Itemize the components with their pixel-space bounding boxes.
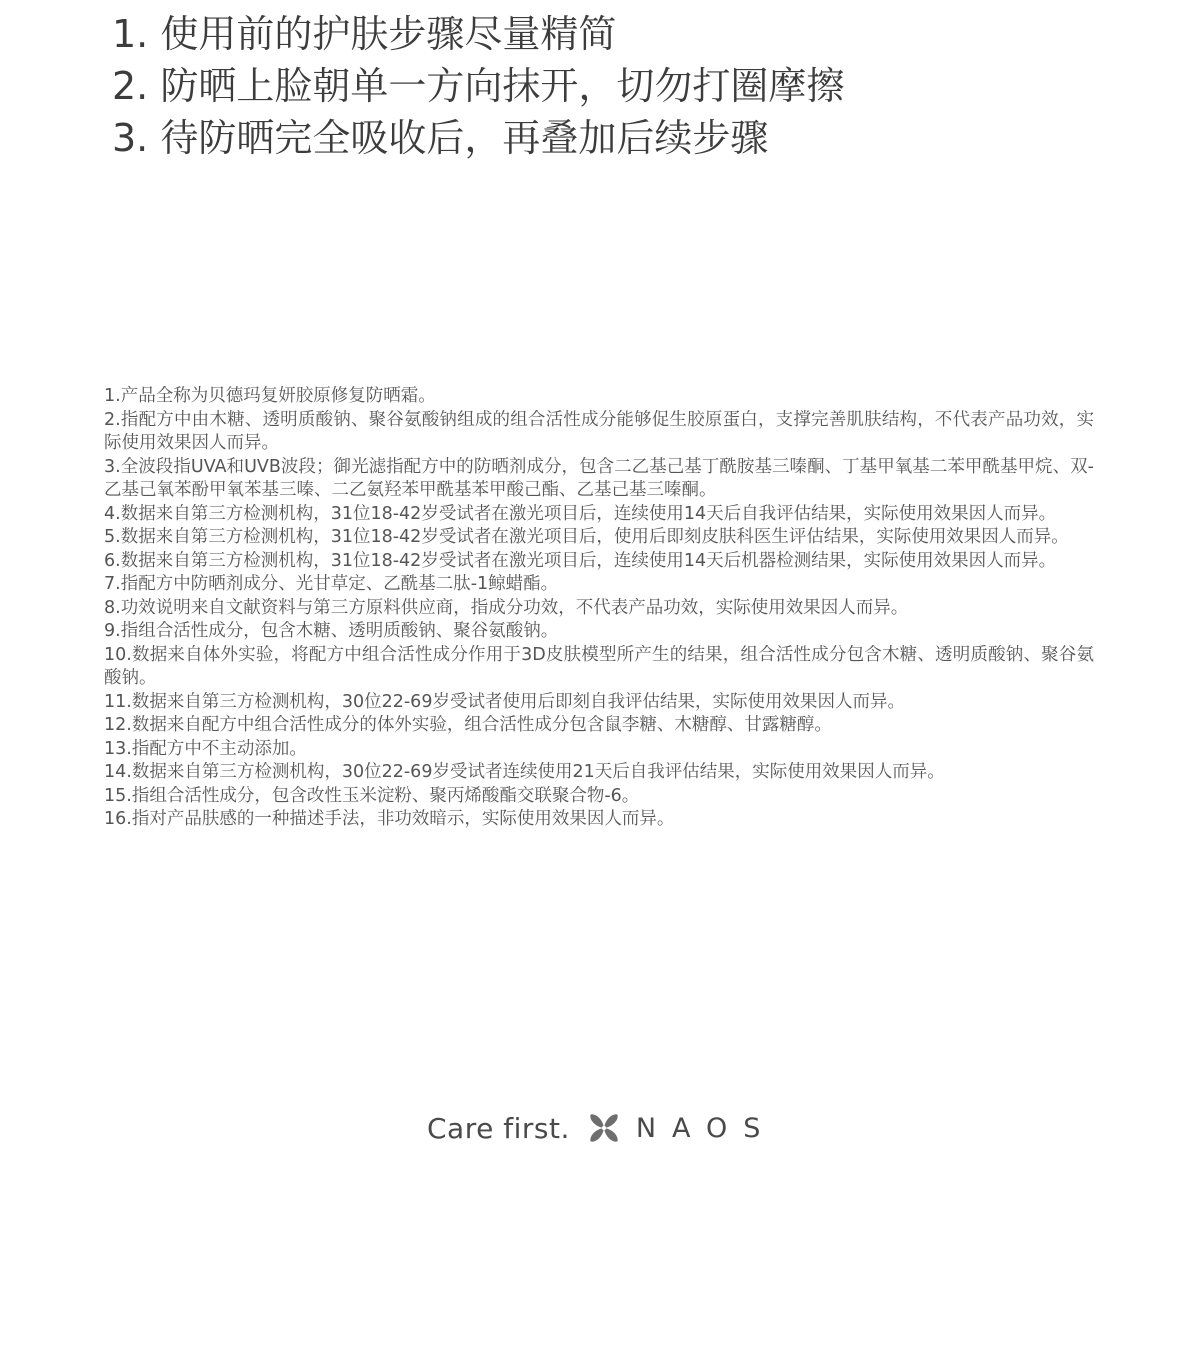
- footnote-item: 9.指组合活性成分，包含木糖、透明质酸钠、聚谷氨酸钠。: [104, 621, 559, 641]
- footnote-item: 10.数据来自体外实验，将配方中组合活性成分作用于3D皮肤模型所产生的结果，组合活性成分包含木糖、透明质酸钠、聚谷氨酸钠。: [104, 644, 1094, 688]
- footnote-item: 11.数据来自第三方检测机构，30位22-69岁受试者使用后即刻自我评估结果，实际使用效果因人而异。: [104, 691, 905, 712]
- usage-step: 2. 防晒上脸朝单一方向抹开，切勿打圈摩擦: [112, 64, 845, 108]
- footnote-item: 4.数据来自第三方检测机构，31位18-42岁受试者在激光项目后，连续使用14天后自我评估结果，实际使用效果因人而异。: [104, 503, 1057, 524]
- footnote-item: 15.指组合活性成分，包含改性玉米淀粉、聚丙烯酸酯交联聚合物-6。: [104, 785, 640, 806]
- footnote-item: 3.全波段指UVA和UVB波段；御光滤指配方中的防晒剂成分，包含二乙基己基丁酰胺基三嗪酮、丁基甲氧基二苯甲酰基甲烷、双-乙基己氧苯酚甲氧苯基三嗪、二乙氨羟苯甲酰基苯甲酸己酯、乙基己基三嗪酮。: [104, 456, 1094, 500]
- footnote-item: 2.指配方中由木糖、透明质酸钠、聚谷氨酸钠组成的组合活性成分能够促生胶原蛋白，支撑完善肌肤结构，不代表产品功效，实际使用效果因人而异。: [104, 409, 1094, 453]
- usage-steps: [112, 8, 844, 164]
- brand-signature: [427, 1104, 776, 1152]
- footnote-item: 14.数据来自第三方检测机构，30位22-69岁受试者连续使用21天后自我评估结果，实际使用效果因人而异。: [104, 762, 945, 782]
- naos-flower-icon: [584, 1108, 624, 1148]
- footnote-item: 8.功效说明来自文献资料与第三方原料供应商，指成分功效，不代表产品功效，实际使用效果因人而异。: [104, 597, 909, 618]
- footnote-item: 1.产品全称为贝德玛复妍胶原修复防晒霜。: [104, 386, 436, 406]
- brand-tagline: Care first.: [427, 1111, 570, 1145]
- footnote-item: 16.指对产品肤感的一种描述手法，非功效暗示，实际使用效果因人而异。: [104, 809, 675, 829]
- usage-step: 3. 待防晒完全吸收后，再叠加后续步骤: [112, 116, 769, 160]
- logo-center: [602, 1126, 606, 1130]
- footnote-item: 6.数据来自第三方检测机构，31位18-42岁受试者在激光项目后，连续使用14天后机器检测结果，实际使用效果因人而异。: [104, 550, 1057, 571]
- usage-step: 1. 使用前的护肤步骤尽量精简: [112, 12, 617, 56]
- footnote-item: 7.指配方中防晒剂成分、光甘草定、乙酰基二肽-1鲸蜡酯。: [104, 574, 559, 594]
- footnote-item: 12.数据来自配方中组合活性成分的体外实验，组合活性成分包含鼠李糖、木糖醇、甘露糖醇。: [104, 715, 832, 735]
- footnote-item: 5.数据来自第三方检测机构，31位18-42岁受试者在激光项目后，使用后即刻皮肤科医生评估结果，实际使用效果因人而异。: [104, 527, 1069, 547]
- footnotes-list: [104, 385, 1094, 832]
- brand-name: NAOS: [635, 1112, 777, 1144]
- footnote-item: 13.指配方中不主动添加。: [104, 738, 307, 759]
